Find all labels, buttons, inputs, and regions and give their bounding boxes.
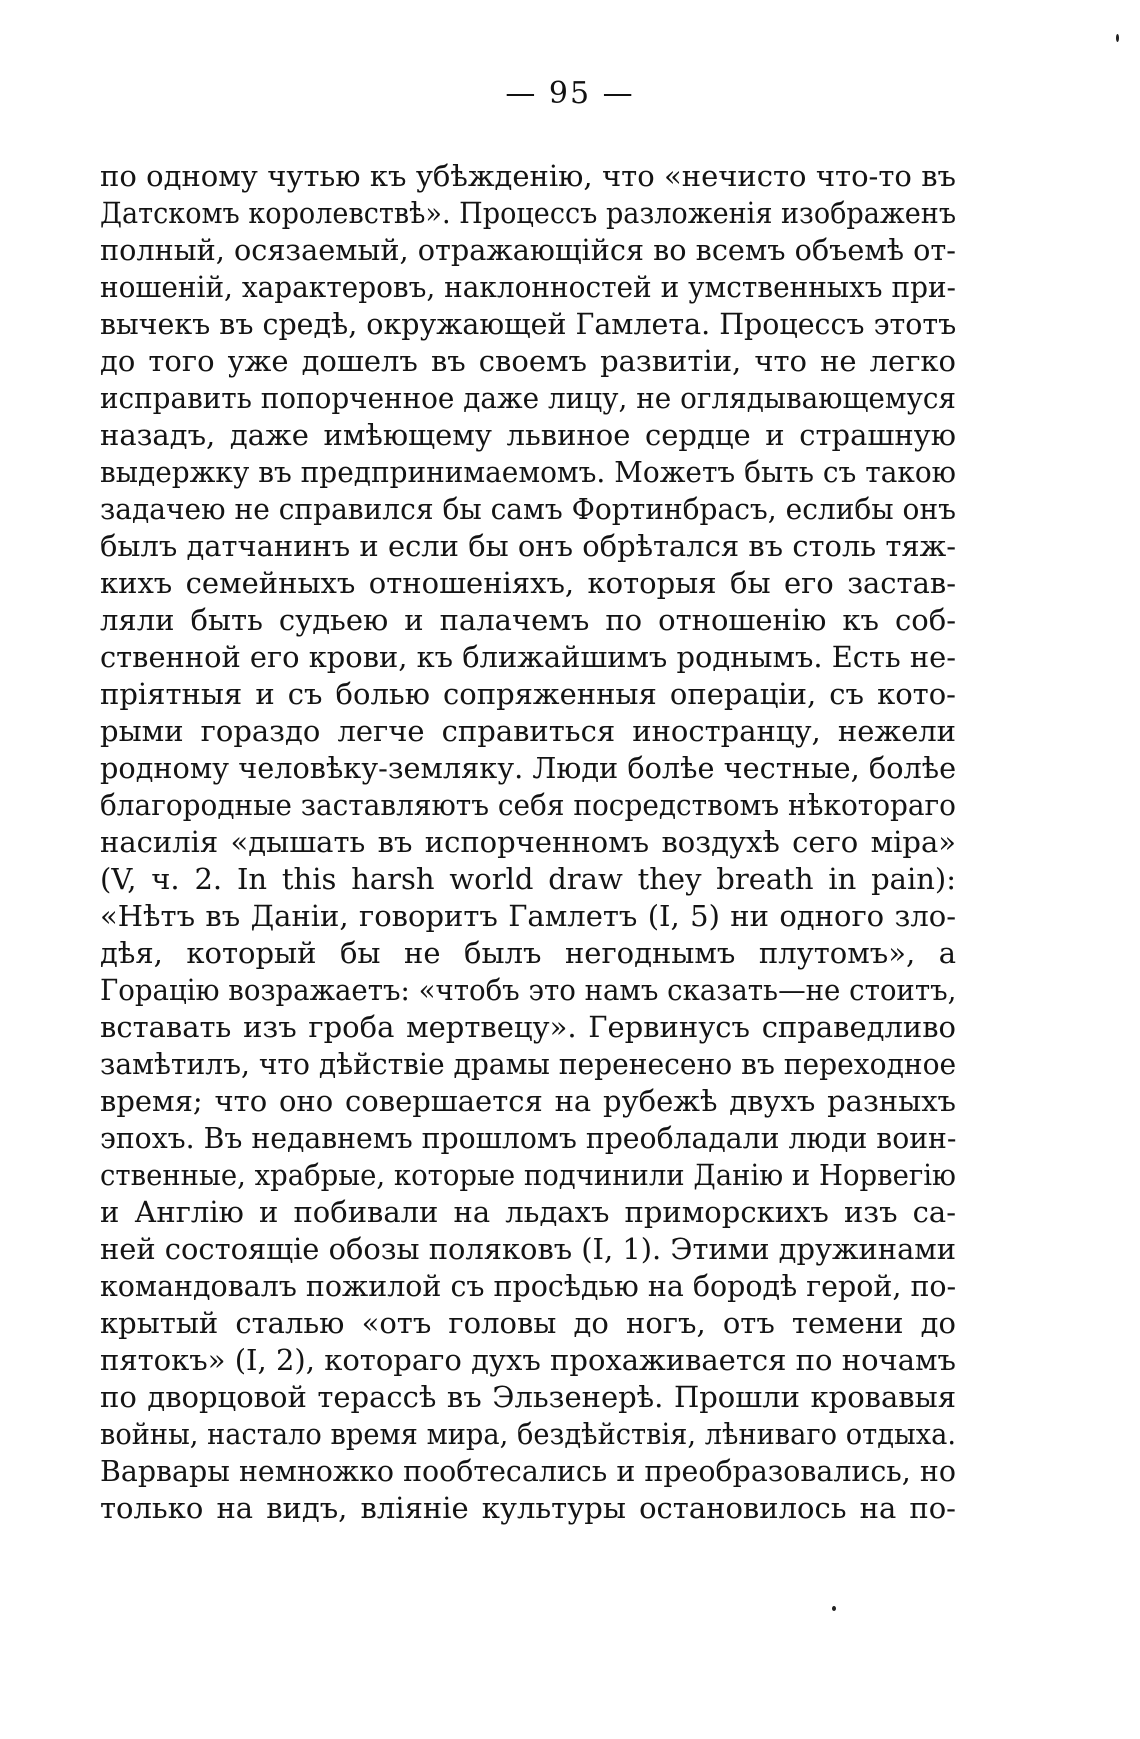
text-line: крытый сталью «отъ головы до ногъ, отъ темени до [100,1306,956,1340]
text-line: назадъ, даже имѣющему львиное сердце и страшную [100,418,956,452]
text-line: дѣя, который бы не былъ негоднымъ плутомъ», а [100,936,956,970]
text-line: Горацію возражаетъ: «чтобъ это намъ сказать—не стоитъ, [100,973,956,1007]
text-line: полный, осязаемый, отражающійся во всемъ объемѣ от- [100,233,956,267]
text-line: ственные, храбрые, которые подчинили Данію и Норвегію [100,1158,956,1192]
text-line: ственной его крови, къ ближайшимъ роднымъ. Есть не- [100,640,956,674]
text-line: «Нѣтъ въ Даніи, говоритъ Гамлетъ (I, 5) ни одного зло- [100,899,956,933]
text-line: вычекъ въ средѣ, окружающей Гамлета. Процессъ этотъ [100,307,956,341]
text-line: время; что оно совершается на рубежѣ двухъ разныхъ [100,1084,956,1118]
text-line: (V, ч. 2. In this harsh world draw they breath in pain): [100,862,956,896]
text-line: и Англію и побивали на льдахъ приморскихъ изъ са- [100,1195,956,1229]
text-line: пятокъ» (I, 2), котораго духъ прохаживается по ночамъ [100,1343,956,1377]
body-text [100,158,956,1527]
print-speck [1116,34,1119,42]
print-speck [832,1606,836,1611]
text-line: выдержку въ предпринимаемомъ. Можетъ быть съ такою [100,455,956,489]
text-line: войны, настало время мира, бездѣйствія, лѣниваго отдыха. [100,1417,956,1451]
text-line: ляли быть судьею и палачемъ по отношенію къ соб- [100,603,956,637]
text-line: ношеній, характеровъ, наклонностей и умственныхъ при- [100,270,956,304]
text-line: исправить попорченное даже лицу, не оглядывающемуся [100,381,956,415]
text-line: до того уже дошелъ въ своемъ развитіи, что не легко [100,344,956,378]
text-line: по одному чутью къ убѣжденію, что «нечисто что-то въ [100,159,956,193]
text-line: рыми гораздо легче справиться иностранцу, нежели [100,714,956,748]
text-line: Варвары немножко пообтесались и преобразовались, но [100,1454,956,1488]
page-number-header: — 95 — [505,76,635,111]
text-line: задачею не справился бы самъ Фортинбрасъ, еслибы онъ [100,492,956,526]
text-line: эпохъ. Въ недавнемъ прошломъ преобладали люди воин- [100,1121,956,1155]
text-line: насилія «дышать въ испорченномъ воздухѣ сего міра» [100,825,956,859]
text-line: по дворцовой терассѣ въ Эльзенерѣ. Прошли кровавыя [100,1380,956,1414]
text-line: замѣтилъ, что дѣйствіе драмы перенесено въ переходное [100,1047,956,1081]
text-line: ней состоящіе обозы поляковъ (I, 1). Этими дружинами [100,1232,956,1266]
text-line: вставать изъ гроба мертвецу». Гервинусъ справедливо [100,1010,956,1044]
text-line: родному человѣку-земляку. Люди болѣе честные, болѣе [100,751,956,785]
text-line: Датскомъ королевствѣ». Процессъ разложенія изображенъ [100,196,956,230]
text-line: только на видъ, вліяніе культуры остановилось на по- [100,1491,956,1525]
text-line: благородные заставляютъ себя посредствомъ нѣкотораго [100,788,956,822]
text-line: былъ датчанинъ и если бы онъ обрѣтался въ столь тяж- [100,529,956,563]
text-line: командовалъ пожилой съ просѣдью на бородѣ герой, по- [100,1269,956,1303]
text-line: пріятныя и съ болью сопряженныя операціи, съ кото- [100,677,956,711]
text-line: кихъ семейныхъ отношеніяхъ, которыя бы его застав- [100,566,956,600]
